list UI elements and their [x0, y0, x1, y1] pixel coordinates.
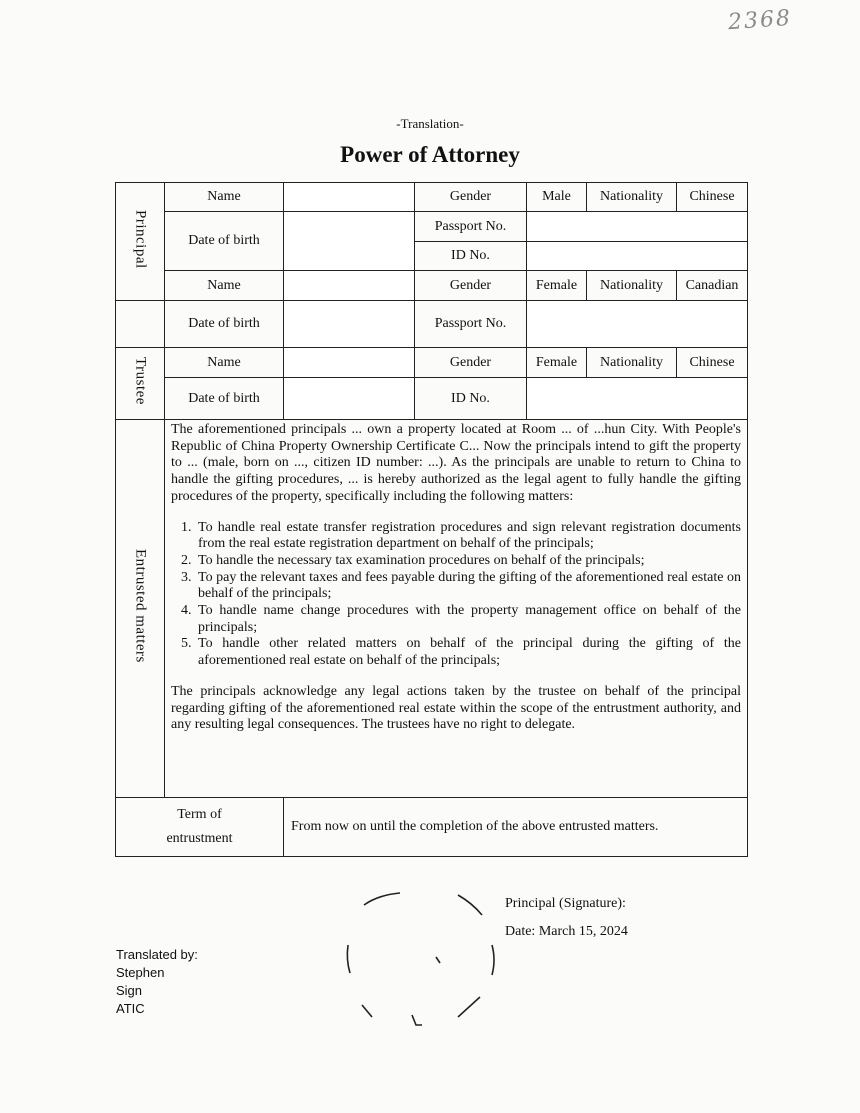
principal1-dob-value — [284, 212, 415, 271]
principal1-id-label: ID No. — [415, 242, 527, 271]
matters-closing: The principals acknowledge any legal actions taken by the trustee on behalf of the principal regarding gifting of the aforementioned real estate within the scope of the entrustment authority, and any resulting legal consequences. The trustees have no right to delegate. — [171, 683, 741, 733]
principal2-dob-value — [284, 301, 415, 348]
principal1-gender-value: Male — [527, 183, 587, 212]
principal1-nationality-label: Nationality — [587, 183, 677, 212]
principal2-dob-label: Date of birth — [165, 301, 284, 348]
entrusted-section-label: Entrusted matters — [116, 420, 165, 798]
trustee-dob-value — [284, 378, 415, 420]
matters-intro: The aforementioned principals ... own a property located at Room ... of ...hun City. With People's Republic of China Property Ownership Certificate C... Now the principals intend to gift the property to ... (male, born on ..., citizen ID number: ...). As the principals are unable to return to China to handle the gifting procedures, ... is hereby authorized as the legal agent to fully handle the gifting procedures of the property, specifically including the following matters: — [171, 422, 741, 504]
signature-date: Date: March 15, 2024 — [505, 924, 628, 939]
handwritten-page-mark: 2368 — [727, 5, 793, 36]
signature-block — [505, 890, 628, 946]
trustee-id-value — [527, 378, 748, 420]
document-title: Power of Attorney — [340, 142, 520, 167]
principal2-passport-label: Passport No. — [415, 301, 527, 348]
translator-seal-icon — [340, 885, 510, 1035]
translator-info — [116, 946, 198, 1018]
term-value: From now on until the completion of the above entrusted matters. — [284, 798, 748, 857]
power-of-attorney-table — [115, 182, 748, 857]
principal2-nationality-value: Canadian — [677, 271, 748, 301]
principal1-passport-label: Passport No. — [415, 212, 527, 242]
entrusted-matters-text — [165, 420, 748, 798]
principal1-gender-label: Gender — [415, 183, 527, 212]
principal1-name-value — [284, 183, 415, 212]
principal2-passport-value — [527, 301, 748, 348]
principal2-name-value — [284, 271, 415, 301]
principal-section-label: Principal — [116, 183, 165, 301]
principal-signature-label: Principal (Signature): — [505, 896, 626, 911]
matters-item-5: 5. To handle other related matters on behalf of the principal during the gifting of the aforementioned real estate on behalf of the principals; — [195, 636, 741, 669]
trustee-name-label: Name — [165, 348, 284, 378]
translation-label: -Translation- — [396, 116, 464, 131]
principal2-gender-value: Female — [527, 271, 587, 301]
principal1-id-value — [527, 242, 748, 271]
matters-list — [171, 520, 741, 670]
term-label: Term of entrustment — [116, 798, 284, 857]
matters-item-2: 2. To handle the necessary tax examination procedures on behalf of the principals; — [195, 553, 741, 570]
translated-by-label: Translated by: — [116, 947, 198, 962]
matters-item-4: 4. To handle name change procedures with the property management office on behalf of the principals; — [195, 603, 741, 636]
principal2-gender-label: Gender — [415, 271, 527, 301]
principal2-nationality-label: Nationality — [587, 271, 677, 301]
principal1-nationality-value: Chinese — [677, 183, 748, 212]
trustee-nationality-label: Nationality — [587, 348, 677, 378]
trustee-gender-value: Female — [527, 348, 587, 378]
translator-org: ATIC — [116, 1001, 145, 1016]
translator-name: Stephen — [116, 965, 165, 980]
principal1-passport-value — [527, 212, 748, 242]
translator-sign: Sign — [116, 983, 143, 998]
trustee-section-label: Trustee — [116, 348, 165, 420]
matters-item-3: 3. To pay the relevant taxes and fees payable during the gifting of the aforementioned real estate on behalf of the principals; — [195, 570, 741, 603]
principal1-name-label: Name — [165, 183, 284, 212]
principal-section-label-cont — [116, 301, 165, 348]
trustee-nationality-value: Chinese — [677, 348, 748, 378]
trustee-name-value — [284, 348, 415, 378]
principal1-dob-label: Date of birth — [165, 212, 284, 271]
trustee-gender-label: Gender — [415, 348, 527, 378]
principal2-name-label: Name — [165, 271, 284, 301]
trustee-id-label: ID No. — [415, 378, 527, 420]
matters-item-1: 1. To handle real estate transfer registration procedures and sign relevant registration documents from the real estate registration department on behalf of the principals; — [195, 520, 741, 553]
trustee-dob-label: Date of birth — [165, 378, 284, 420]
